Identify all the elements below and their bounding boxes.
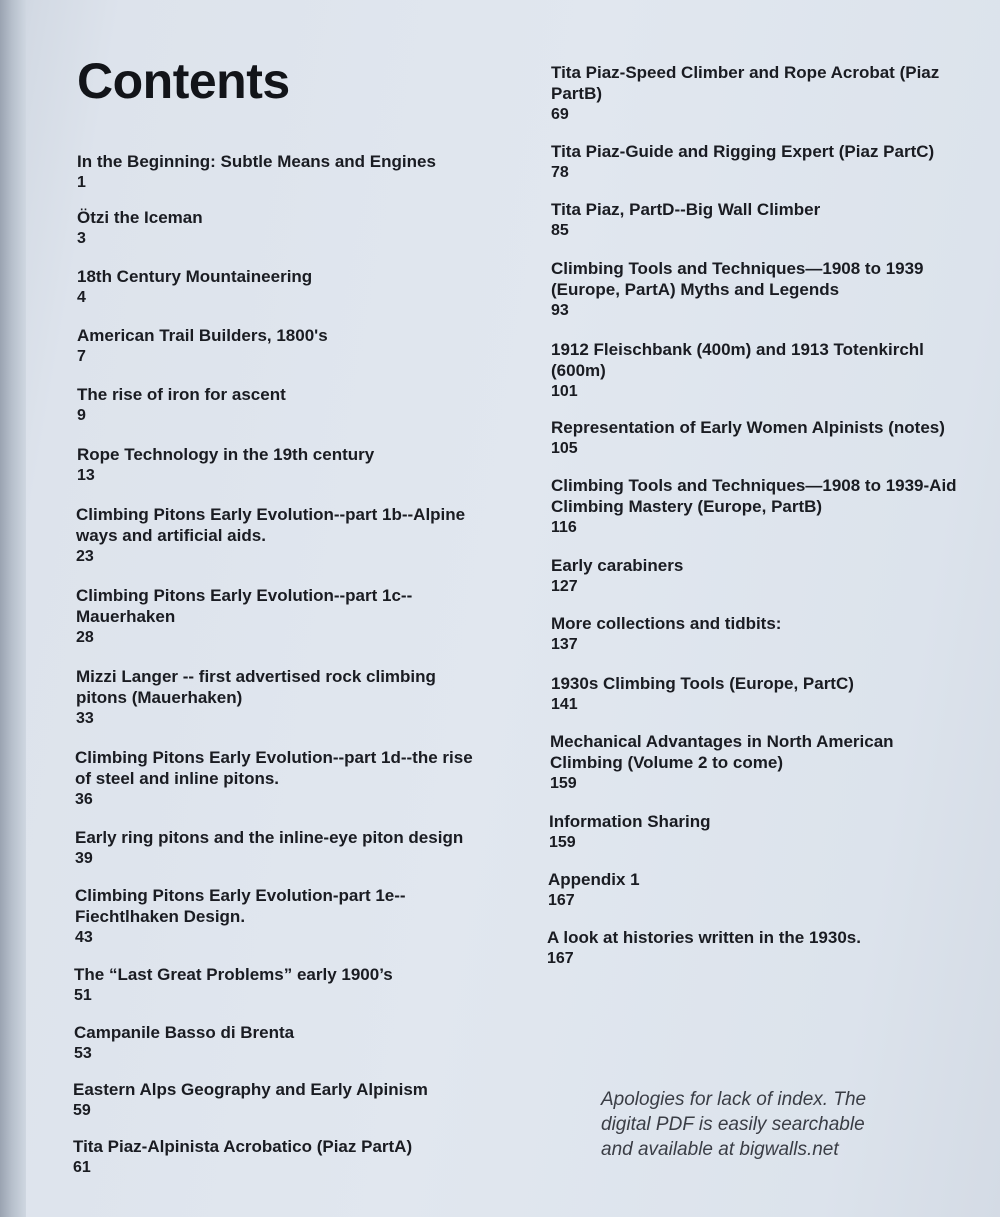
toc-entry-title: 18th Century Mountaineering xyxy=(77,267,313,286)
toc-entry xyxy=(77,384,507,426)
toc-entry-title: Campanile Basso di Brenta xyxy=(74,1023,295,1042)
toc-entry-title: The rise of iron for ascent xyxy=(77,385,286,404)
toc-entry-page: 101 xyxy=(551,383,578,400)
page-binding-gutter xyxy=(0,0,26,1217)
toc-entry-title: Early ring pitons and the inline-eye piton design xyxy=(75,828,464,847)
toc-entry xyxy=(73,1079,503,1121)
toc-entry-page: 93 xyxy=(551,302,569,319)
toc-entry xyxy=(549,811,959,853)
toc-entry xyxy=(77,151,507,193)
toc-entry xyxy=(74,1022,504,1064)
toc-entry xyxy=(551,339,961,402)
toc-entry-title: A look at histories written in the 1930s. xyxy=(547,928,861,947)
toc-entry xyxy=(75,827,505,869)
toc-entry-title: Climbing Tools and Techniques—1908 to 1939 xyxy=(551,259,924,278)
toc-entry-page: 33 xyxy=(76,710,94,727)
toc-entry-title-continued: Fiechtlhaken Design. xyxy=(75,907,246,926)
toc-entry-page: 78 xyxy=(551,164,569,181)
index-apology-note xyxy=(601,1087,931,1162)
toc-entry-title: Tita Piaz-Speed Climber and Rope Acrobat (Piaz xyxy=(551,63,940,82)
toc-entry-page: 4 xyxy=(77,289,86,306)
toc-entry-page: 28 xyxy=(76,629,94,646)
toc-entry-title-continued: ways and artificial aids. xyxy=(76,526,266,545)
toc-entry-page: 159 xyxy=(549,834,576,851)
toc-entry xyxy=(77,266,507,308)
toc-entry-title: Representation of Early Women Alpinists (notes) xyxy=(551,418,945,437)
toc-entry xyxy=(547,927,957,969)
toc-entry xyxy=(551,258,961,321)
toc-entry-page: 137 xyxy=(551,636,578,653)
toc-entry-page: 23 xyxy=(76,548,94,565)
toc-entry-title-continued: (600m) xyxy=(551,361,606,380)
toc-entry-page: 85 xyxy=(551,222,569,239)
toc-entry-title: Tita Piaz-Guide and Rigging Expert (Piaz PartC) xyxy=(551,142,935,161)
toc-entry-title: In the Beginning: Subtle Means and Engines xyxy=(77,152,436,171)
toc-entry-page: 39 xyxy=(75,850,93,867)
toc-entry-page: 69 xyxy=(551,106,569,123)
toc-entry-title: Climbing Pitons Early Evolution-part 1e-- xyxy=(75,886,406,905)
toc-entry-title: Climbing Tools and Techniques—1908 to 1939-Aid xyxy=(551,476,957,495)
toc-entry-title: 1930s Climbing Tools (Europe, PartC) xyxy=(551,674,854,693)
toc-entry-page: 127 xyxy=(551,578,578,595)
toc-entry xyxy=(551,673,961,715)
toc-entry xyxy=(551,555,961,597)
toc-entry-title: American Trail Builders, 1800's xyxy=(77,326,328,345)
toc-entry xyxy=(551,475,961,538)
toc-entry-page: 61 xyxy=(73,1159,91,1176)
toc-entry xyxy=(77,325,507,367)
toc-entry-page: 36 xyxy=(75,791,93,808)
toc-entry xyxy=(76,666,506,729)
page-title: Contents xyxy=(77,53,290,109)
toc-entry-page: 3 xyxy=(77,230,86,247)
toc-entry-page: 51 xyxy=(74,987,92,1004)
toc-entry-page: 1 xyxy=(77,174,86,191)
toc-entry-title: Tita Piaz-Alpinista Acrobatico (Piaz PartA) xyxy=(73,1137,413,1156)
toc-entry-title: Climbing Pitons Early Evolution--part 1b--Alpine xyxy=(76,505,466,524)
toc-entry-title-continued: Mauerhaken xyxy=(76,607,176,626)
toc-entry-title: Mechanical Advantages in North American xyxy=(550,732,894,751)
toc-entry-page: 59 xyxy=(73,1102,91,1119)
toc-entry xyxy=(551,613,961,655)
toc-entry-title: Climbing Pitons Early Evolution--part 1c-- xyxy=(76,586,413,605)
toc-entry xyxy=(551,141,961,183)
note-line: Apologies for lack of index. The xyxy=(601,1089,867,1110)
toc-entry-title: Climbing Pitons Early Evolution--part 1d--the rise xyxy=(75,748,473,767)
toc-entry xyxy=(551,62,961,125)
toc-entry-title: More collections and tidbits: xyxy=(551,614,782,633)
toc-entry-page: 159 xyxy=(550,775,577,792)
toc-entry-title: Information Sharing xyxy=(549,812,711,831)
toc-entry-page: 167 xyxy=(547,950,574,967)
toc-entry-page: 53 xyxy=(74,1045,92,1062)
note-line: digital PDF is easily searchable xyxy=(601,1114,865,1135)
toc-entry-title: Mizzi Langer -- first advertised rock climbing xyxy=(76,667,436,686)
toc-entry-title: Tita Piaz, PartD--Big Wall Climber xyxy=(551,200,821,219)
toc-entry-title-continued: (Europe, PartA) Myths and Legends xyxy=(551,280,840,299)
toc-entry-title-continued: of steel and inline pitons. xyxy=(75,769,280,788)
toc-entry-page: 116 xyxy=(551,519,577,536)
note-line: and available at bigwalls.net xyxy=(601,1139,839,1160)
toc-entry-title: The “Last Great Problems” early 1900’s xyxy=(74,965,393,984)
toc-entry xyxy=(551,199,961,241)
toc-entry-title: Eastern Alps Geography and Early Alpinism xyxy=(73,1080,428,1099)
toc-entry-page: 105 xyxy=(551,440,578,457)
toc-entry-page: 43 xyxy=(75,929,93,946)
toc-entry xyxy=(74,964,504,1006)
toc-entry-title-continued: PartB) xyxy=(551,84,603,103)
toc-entry-page: 141 xyxy=(551,696,578,713)
toc-entry-page: 9 xyxy=(77,407,86,424)
toc-entry-title-continued: Climbing Mastery (Europe, PartB) xyxy=(551,497,823,516)
toc-entry-title: 1912 Fleischbank (400m) and 1913 Totenkirchl xyxy=(551,340,924,359)
toc-entry-page: 167 xyxy=(548,892,575,909)
toc-entry-title-continued: Climbing (Volume 2 to come) xyxy=(550,753,783,772)
toc-entry-title: Rope Technology in the 19th century xyxy=(77,445,375,464)
toc-entry-title-continued: pitons (Mauerhaken) xyxy=(76,688,243,707)
toc-entry-title: Appendix 1 xyxy=(548,870,640,889)
toc-entry xyxy=(550,731,960,794)
toc-entry xyxy=(77,207,507,249)
toc-entry xyxy=(75,885,505,948)
toc-entry xyxy=(76,585,506,648)
toc-entry xyxy=(75,747,505,810)
toc-entry-page: 13 xyxy=(77,467,95,484)
toc-entry xyxy=(73,1136,503,1178)
toc-entry xyxy=(77,444,507,486)
toc-entry-title: Ötzi the Iceman xyxy=(77,208,203,227)
toc-entry-page: 7 xyxy=(77,348,86,365)
toc-entry xyxy=(551,417,961,459)
toc-entry xyxy=(548,869,958,911)
toc-entry-title: Early carabiners xyxy=(551,556,684,575)
toc-entry xyxy=(76,504,506,567)
